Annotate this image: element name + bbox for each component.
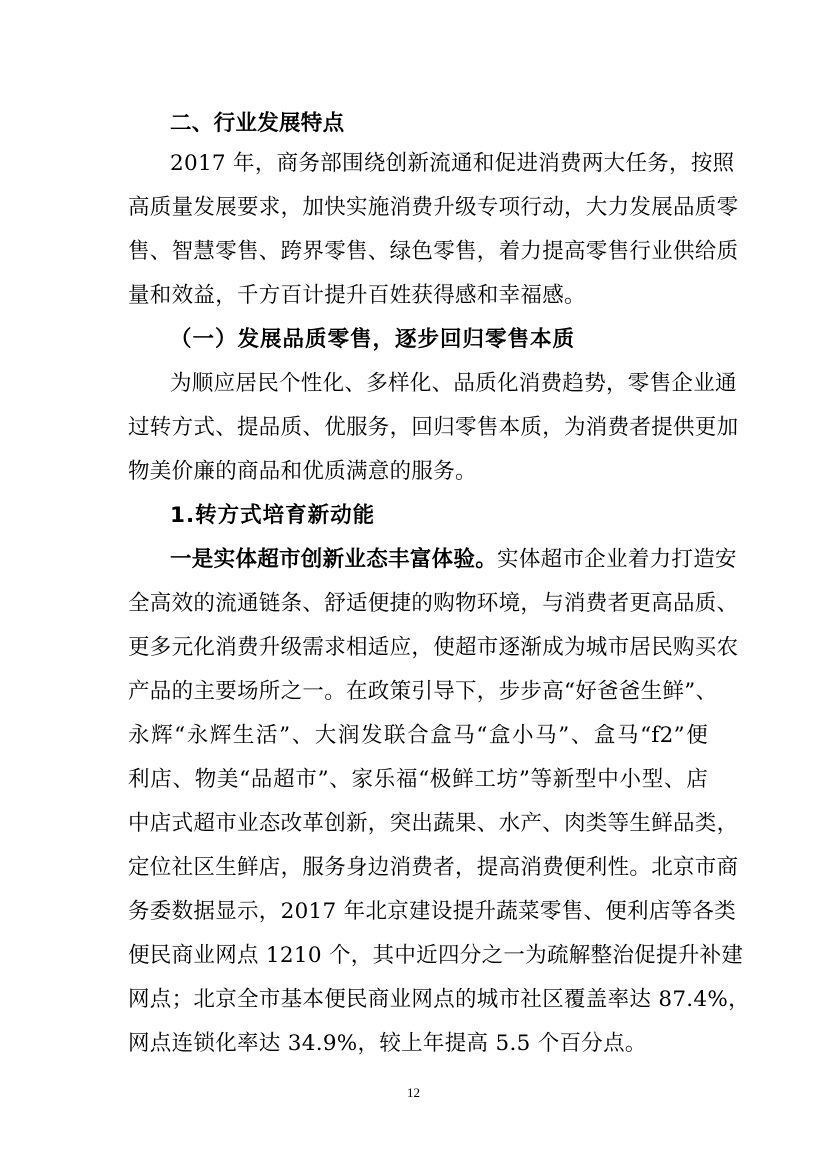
subsection-title: （一）发展品质零售，逐步回归零售本质 (170, 327, 576, 352)
point-body-line-4: 产品的主要场所之一。在政策引导下，步步高“好爸爸生鲜”、 (128, 679, 718, 704)
point-body-line-3: 更多元化消费升级需求相适应，使超市逐渐成为城市居民购买农 (128, 635, 739, 660)
point-body-line-10: 便民商业网点 1210 个，其中近四分之一为疏解整治促提升补建 (128, 943, 744, 968)
intro-line-3: 售、智慧零售、跨界零售、绿色零售，着力提高零售行业供给质 (128, 239, 739, 264)
point-body-line-12: 网点连锁化率达 34.9%，较上年提高 5.5 个百分点。 (128, 1031, 647, 1056)
intro-line-4: 量和效益，千方百计提升百姓获得感和幸福感。 (128, 283, 586, 308)
point-body-line-2: 全高效的流通链条、舒适便捷的购物环境，与消费者更高品质、 (128, 591, 739, 616)
intro-line-2: 高质量发展要求，加快实施消费升级专项行动，大力发展品质零 (128, 195, 739, 220)
point-title: 1.转方式培育新动能 (170, 503, 376, 528)
subsection-intro-line-2: 过转方式、提品质、优服务，回归零售本质，为消费者提供更加 (128, 415, 739, 440)
point-body-line-8: 定位社区生鲜店，服务身边消费者，提高消费便利性。北京市商 (128, 855, 739, 880)
point-lead: 一是实体超市创新业态丰富体验。 (170, 547, 498, 572)
point-body-line-7: 中店式超市业态改革创新，突出蔬果、水产、肉类等生鲜品类， (128, 811, 739, 836)
page-number: 12 (407, 1085, 420, 1100)
subsection-intro-line-1: 为顺应居民个性化、多样化、品质化消费趋势，零售企业通 (170, 371, 737, 396)
point-body-line-1 (170, 546, 737, 574)
point-body-line-5: 永辉“永辉生活”、大润发联合盒马“盒小马”、盒马“f2”便 (128, 723, 708, 748)
point-body-line-6: 利店、物美“品超市”、家乐福“极鲜工坊”等新型中小型、店 (128, 767, 708, 792)
section-title: 二、行业发展特点 (170, 111, 345, 136)
subsection-intro-line-3: 物美价廉的商品和优质满意的服务。 (128, 459, 477, 484)
point-first-line-rest: 实体超市企业着力打造安 (497, 547, 737, 572)
point-body-line-9: 务委数据显示，2017 年北京建设提升蔬菜零售、便利店等各类 (128, 899, 737, 924)
point-body-line-11: 网点；北京全市基本便民商业网点的城市社区覆盖率达 87.4%， (128, 987, 750, 1012)
intro-line-1: 2017 年，商务部围绕创新流通和促进消费两大任务，按照 (170, 151, 735, 176)
